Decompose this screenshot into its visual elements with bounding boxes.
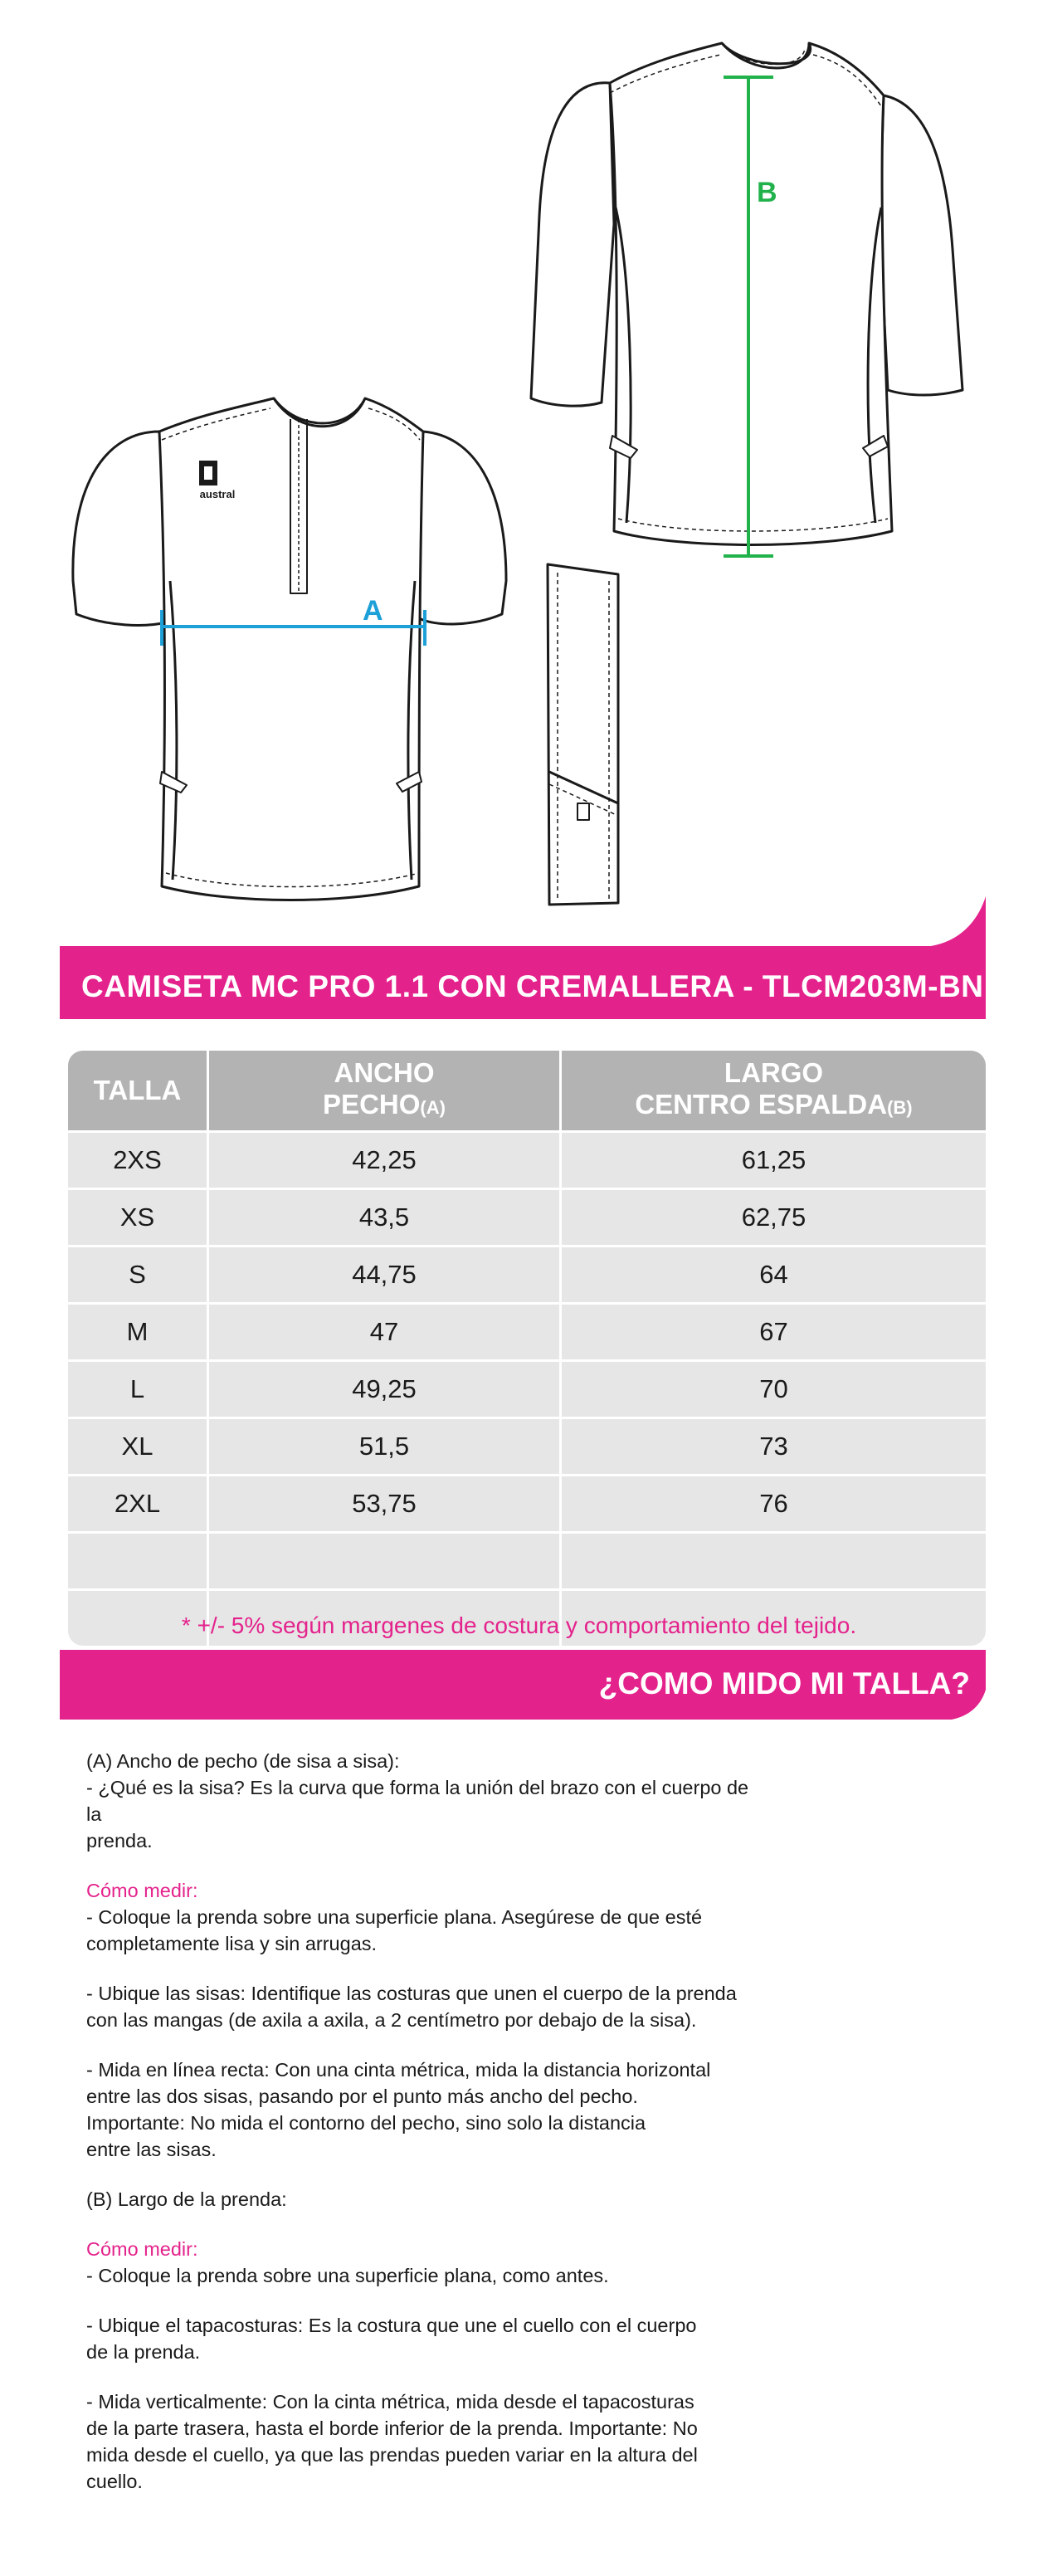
cell-length: 64 bbox=[759, 1260, 788, 1289]
chest-how-to: Cómo medir: - Coloque la prenda sobre una superficie plana. Asegúrese de que esté completamente lisa y sin arrugas. bbox=[86, 1880, 703, 1954]
cell-chest: 53,75 bbox=[209, 1476, 562, 1531]
length-intro: (B) Largo de la prenda: bbox=[86, 2188, 287, 2210]
cell-chest: 43,5 bbox=[209, 1190, 562, 1245]
cell-chest: 51,5 bbox=[209, 1419, 562, 1474]
tolerance-note: * +/- 5% según margenes de costura y comportamiento del tejido. bbox=[181, 1612, 857, 1638]
chest-intro: (A) Ancho de pecho (de sisa a sisa): - ¿Qué es la sisa? Es la curva que forma la unión del brazo con el cuerpo de la prenda. bbox=[86, 1750, 749, 1852]
side-detail-view bbox=[548, 564, 618, 905]
table-header-row bbox=[68, 1051, 986, 1133]
cell-size: XL bbox=[68, 1419, 209, 1474]
cell-size: L bbox=[68, 1362, 209, 1417]
cell-length bbox=[562, 1534, 986, 1588]
cell-chest: 49,25 bbox=[209, 1362, 562, 1417]
cell-size: 2XL bbox=[68, 1476, 209, 1531]
cell-size: XS bbox=[68, 1190, 209, 1245]
cell-size: M bbox=[68, 1305, 209, 1359]
measuring-instructions bbox=[86, 1748, 767, 2518]
cell-chest bbox=[209, 1534, 562, 1588]
header-chest: ANCHO PECHO(A) bbox=[209, 1051, 562, 1130]
austral-logo bbox=[199, 461, 217, 485]
table-row bbox=[68, 1534, 986, 1591]
cell-chest: 44,75 bbox=[209, 1247, 562, 1302]
header-length: LARGO CENTRO ESPALDA(B) bbox=[635, 1057, 913, 1120]
cell-length: 76 bbox=[759, 1489, 788, 1518]
garment-diagram bbox=[0, 0, 1038, 921]
measurement-a-label: A bbox=[363, 595, 383, 627]
table-row bbox=[68, 1476, 986, 1534]
length-step-2: - Ubique el tapacosturas: Es la costura que une el cuello con el cuerpo de la prenda. bbox=[86, 2315, 697, 2363]
cell-size bbox=[68, 1534, 209, 1588]
page-title: CAMISETA MC PRO 1.1 CON CREMALLERA - TLCM203M-BN bbox=[81, 969, 984, 1003]
table-row bbox=[68, 1133, 986, 1190]
measurement-b-label: B bbox=[757, 177, 777, 208]
header-size: TALLA bbox=[68, 1051, 209, 1130]
table-row bbox=[68, 1247, 986, 1305]
size-table bbox=[68, 1051, 986, 1646]
chest-step-2: - Ubique las sisas: Identifique las costuras que unen el cuerpo de la prenda con las mangas (de axila a axila, a 2 centímetro por debajo de la sisa). bbox=[86, 1983, 737, 2031]
cell-length: 62,75 bbox=[741, 1203, 807, 1232]
cell-length: 61,25 bbox=[741, 1145, 807, 1174]
cell-size: 2XS bbox=[68, 1133, 209, 1188]
cell-length: 67 bbox=[759, 1317, 788, 1346]
length-step-3: - Mida verticalmente: Con la cinta métrica, mida desde el tapacosturas de la parte trasera, hasta el borde inferior de la prenda. Importante: No mida desde el cuello, ya que las prendas pueden variar en la altura del cuello. bbox=[86, 2391, 698, 2492]
cell-length: 70 bbox=[759, 1374, 788, 1403]
table-row bbox=[68, 1190, 986, 1247]
cell-chest: 47 bbox=[209, 1305, 562, 1359]
how-to-title: ¿COMO MIDO MI TALLA? bbox=[598, 1666, 970, 1700]
logo-text: austral bbox=[199, 488, 236, 500]
length-how-to: Cómo medir: - Coloque la prenda sobre una superficie plana, como antes. bbox=[86, 2238, 609, 2286]
cell-chest: 42,25 bbox=[209, 1133, 562, 1188]
chest-step-3: - Mida en línea recta: Con una cinta métrica, mida la distancia horizontal entre las dos sisas, pasando por el punto más ancho del pecho. Importante: No mida el contorno del pecho, sino solo la distancia entre las sisas. bbox=[86, 2059, 711, 2160]
table-row bbox=[68, 1362, 986, 1419]
cell-length: 73 bbox=[759, 1432, 788, 1461]
front-view-shirt bbox=[73, 398, 506, 900]
table-row bbox=[68, 1305, 986, 1362]
table-row bbox=[68, 1419, 986, 1476]
cell-size: S bbox=[68, 1247, 209, 1302]
